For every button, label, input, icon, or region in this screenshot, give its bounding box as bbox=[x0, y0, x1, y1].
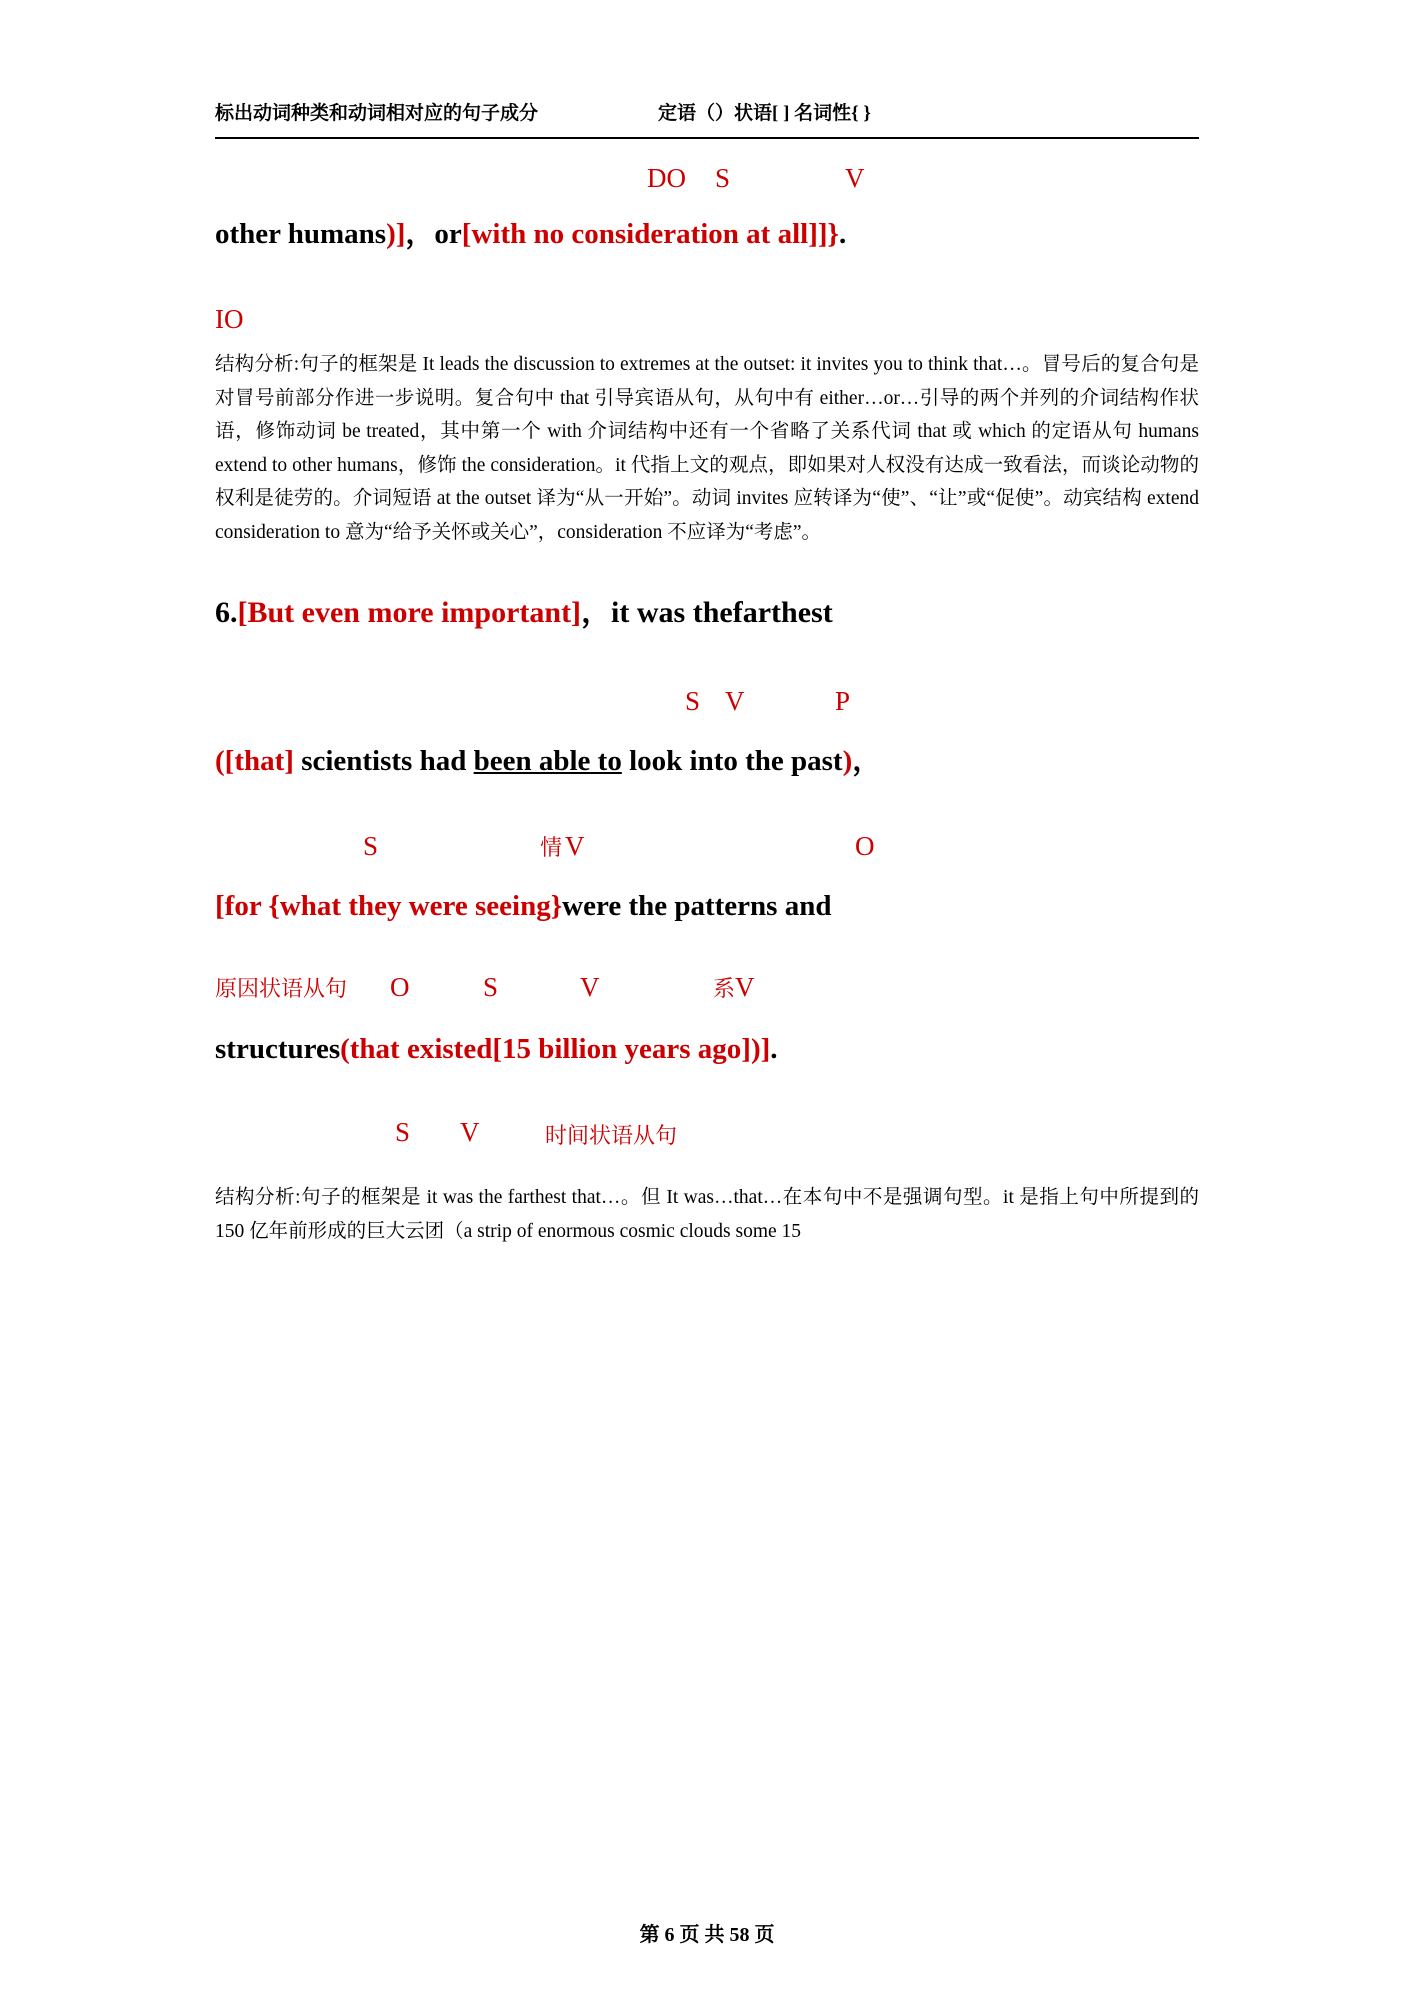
sentence-seg: were the patterns and bbox=[562, 889, 832, 922]
marker-v: V bbox=[725, 685, 745, 716]
marker-row-io bbox=[215, 254, 1199, 340]
sentence-seg-red: [for {what they were seeing} bbox=[215, 889, 563, 922]
sentence-line-4 bbox=[215, 1030, 1199, 1069]
sentence-seg-red: ( bbox=[215, 744, 225, 777]
sentence-line-3 bbox=[215, 887, 1199, 926]
marker-s: S bbox=[483, 972, 499, 1003]
marker-s: S bbox=[685, 685, 701, 716]
marker-v: V bbox=[845, 163, 865, 193]
marker-time-clause: 时间状语从句 bbox=[545, 1123, 678, 1149]
sentence-seg-underline: been able to bbox=[473, 744, 622, 777]
sentence-line-2 bbox=[215, 742, 1199, 781]
sentence-seg-red: )] bbox=[750, 1033, 771, 1066]
page-header bbox=[215, 0, 1199, 139]
marker-modal: 情 bbox=[540, 834, 563, 860]
sentence-seg-red: )] bbox=[386, 218, 406, 250]
marker-cause-clause: 原因状语从句 bbox=[215, 976, 348, 1002]
marker-do: DO bbox=[647, 163, 686, 193]
item-rest: ，it was thefarthest bbox=[581, 596, 833, 630]
sentence-seg: look into the past bbox=[621, 744, 843, 777]
marker-o: O bbox=[855, 830, 875, 861]
analysis-paragraph-1: 结构分析:句子的框架是 It leads the discussion to extremes at the outset: it invites you to think that…。冒号后的复合句是对冒号前部分作进一步说明。复合句中 that 引导宾语从句，从句中有 either…or…引导的两个并列的介词结构作状语，修饰动词 be treated，其中第一个 with 介词结构中还有一个省略了关系代词 that 或 which 的定语从句 humans extend to other humans，修饰 the consideration。it 代指上文的观点，即如果对人权没有达成一致看法，而谈论动物的权利是徒劳的。介词短语 at the outset 译为“从一开始”。动词 invites 应转译为“使”、“让”或“促使”。动宾结构 extend consideration to 意为“给予关怀或关心”，consideration 不应译为“考虑”。 bbox=[215, 354, 1199, 543]
sentence-line-item6 bbox=[215, 593, 1199, 634]
sentence-seg: ，or bbox=[405, 218, 462, 250]
marker-v2: V bbox=[735, 972, 755, 1003]
marker-v: V bbox=[580, 972, 600, 1003]
sentence-seg-red: ) bbox=[842, 744, 853, 777]
marker-v: V bbox=[460, 1117, 480, 1148]
marker-row-3 bbox=[215, 781, 1199, 887]
marker-v: V bbox=[565, 830, 585, 861]
marker-p: P bbox=[835, 685, 851, 716]
sentence-seg-red: [15 billion years ago] bbox=[492, 1033, 751, 1066]
sentence-seg-red: [that] bbox=[224, 744, 294, 777]
marker-row-4 bbox=[215, 926, 1199, 1030]
marker-io: IO bbox=[215, 304, 244, 335]
marker-row-2 bbox=[215, 634, 1199, 742]
item-bracket-red: [But even more important] bbox=[237, 596, 582, 630]
item-number: 6. bbox=[215, 596, 238, 630]
sentence-seg: other humans bbox=[215, 218, 387, 250]
marker-link-verb: 系 bbox=[713, 976, 736, 1002]
page-footer: 第 6 页 共 58 页 bbox=[639, 1924, 775, 1946]
marker-s: S bbox=[363, 830, 379, 861]
sentence-seg: . bbox=[838, 218, 847, 250]
marker-s: S bbox=[715, 163, 731, 193]
marker-row-5 bbox=[215, 1069, 1199, 1173]
sentence-seg: ， bbox=[852, 744, 882, 777]
analysis-paragraph-2: 结构分析:句子的框架是 it was the farthest that…。但 It was…that…在本句中不是强调句型。it 是指上句中所提到的 150 亿年前形成的巨大云团（a strip of enormous cosmic clouds some 15 bbox=[215, 1187, 1199, 1242]
sentence-seg: structures bbox=[215, 1033, 341, 1066]
sentence-line-1 bbox=[215, 215, 1199, 254]
sentence-seg-red: (that existed bbox=[340, 1033, 493, 1066]
sentence-seg: scientists had bbox=[293, 744, 474, 777]
sentence-seg-red: [with no consideration at all]]} bbox=[461, 218, 839, 250]
header-right-text: 定语（）状语[ ] 名词性{ } bbox=[658, 103, 871, 124]
marker-o: O bbox=[390, 972, 410, 1003]
sentence-seg: . bbox=[770, 1033, 778, 1066]
marker-row-1 bbox=[215, 139, 1199, 215]
header-left-text: 标出动词种类和动词相对应的句子成分 bbox=[215, 103, 539, 124]
marker-s: S bbox=[395, 1117, 411, 1148]
